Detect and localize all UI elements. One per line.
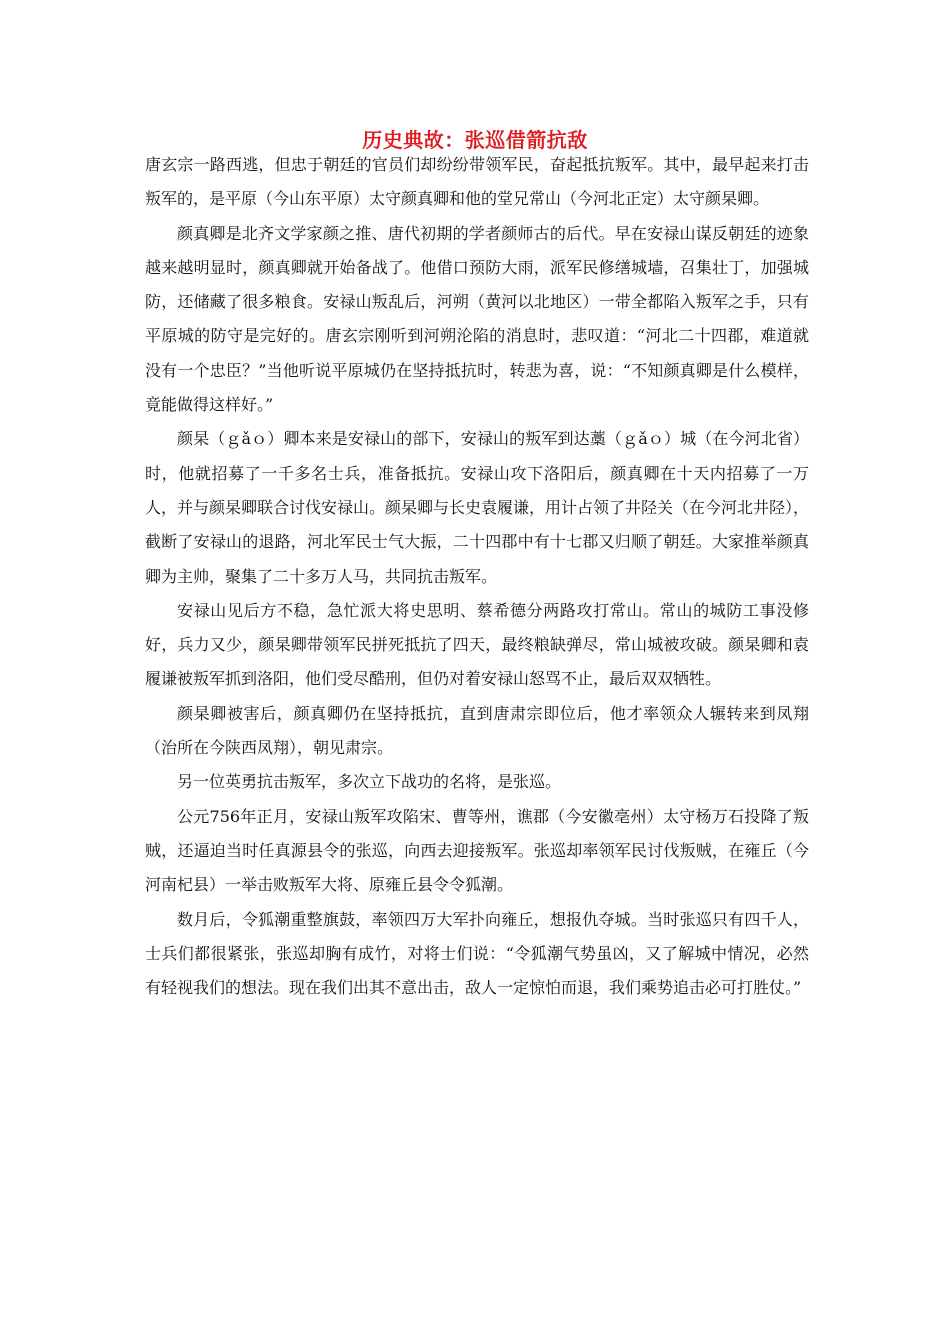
paragraph-5: 颜杲卿被害后，颜真卿仍在坚持抵抗，直到唐肃宗即位后，他才率领众人辗转来到凤翔（治所在今陕西凤翔），朝见肃宗。 bbox=[145, 703, 809, 758]
paragraph-4: 安禄山见后方不稳，急忙派大将史思明、蔡希德分两路攻打常山。常山的城防工事没修好，兵力又少，颜杲卿带领军民拼死抵抗了四天，最终粮缺弹尽，常山城被攻破。颜杲卿和袁履谦被叛军抓到洛阳，他们受尽酷刑，但仍对着安禄山怒骂不止，最后双双牺牲。 bbox=[145, 600, 809, 689]
paragraph-8: 数月后，令狐潮重整旗鼓，率领四万大军扑向雍丘，想报仇夺城。当时张巡只有四千人，士兵们都很紧张，张巡却胸有成竹，对将士们说：“令狐潮气势虽凶，又了解城中情况，必然有轻视我们的想法。现在我们出其不意出击，敌人一定惊怕而退，我们乘势追击必可打胜仗。” bbox=[145, 909, 809, 998]
paragraph-2: 颜真卿是北齐文学家颜之推、唐代初期的学者颜师古的后代。早在安禄山谋反朝廷的迹象越来越明显时，颜真卿就开始备战了。他借口预防大雨，派军民修缮城墙，召集壮丁，加强城防，还储藏了很多粮食。安禄山叛乱后，河朔（黄河以北地区）一带全都陷入叛军之手，只有平原城的防守是完好的。唐玄宗刚听到河朔沦陷的消息时，悲叹道：“河北二十四郡，难道就没有一个忠臣？”当他听说平原城仍在坚持抵抗时，转悲为喜，说：“不知颜真卿是什么模样，竟能做得这样好。” bbox=[145, 223, 809, 415]
paragraph-6: 另一位英勇抗击叛军，多次立下战功的名将，是张巡。 bbox=[177, 772, 562, 792]
paragraph-1: 唐玄宗一路西逃，但忠于朝廷的官员们却纷纷带领军民，奋起抵抗叛军。其中，最早起来打击叛军的，是平原（今山东平原）太守颜真卿和他的堂兄常山（今河北正定）太守颜杲卿。 bbox=[145, 155, 809, 209]
document-body bbox=[145, 148, 809, 1005]
paragraph-7: 公元756年正月，安禄山叛军攻陷宋、曹等州，谯郡（今安徽亳州）太守杨万石投降了叛贼，还逼迫当时任真源县令的张巡，向西去迎接叛军。张巡却率领军民讨伐叛贼，在雍丘（今河南杞县）一举击败叛军大将、原雍丘县令令狐潮。 bbox=[145, 806, 809, 895]
document-title: 历史典故：张巡借箭抗敌 bbox=[362, 128, 588, 152]
paragraph-3: 颜杲（ｇǎｏ）卿本来是安禄山的部下，安禄山的叛军到达藁（ｇǎｏ）城（在今河北省）时，他就招募了一千多名士兵，准备抵抗。安禄山攻下洛阳后，颜真卿在十天内招募了一万人，并与颜杲卿联合讨伐安禄山。颜杲卿与长史袁履谦，用计占领了井陉关（在今河北井陉），截断了安禄山的退路，河北军民士气大振，二十四郡中有十七郡又归顺了朝廷。大家推举颜真卿为主帅，聚集了二十多万人马，共同抗击叛军。 bbox=[145, 429, 810, 586]
